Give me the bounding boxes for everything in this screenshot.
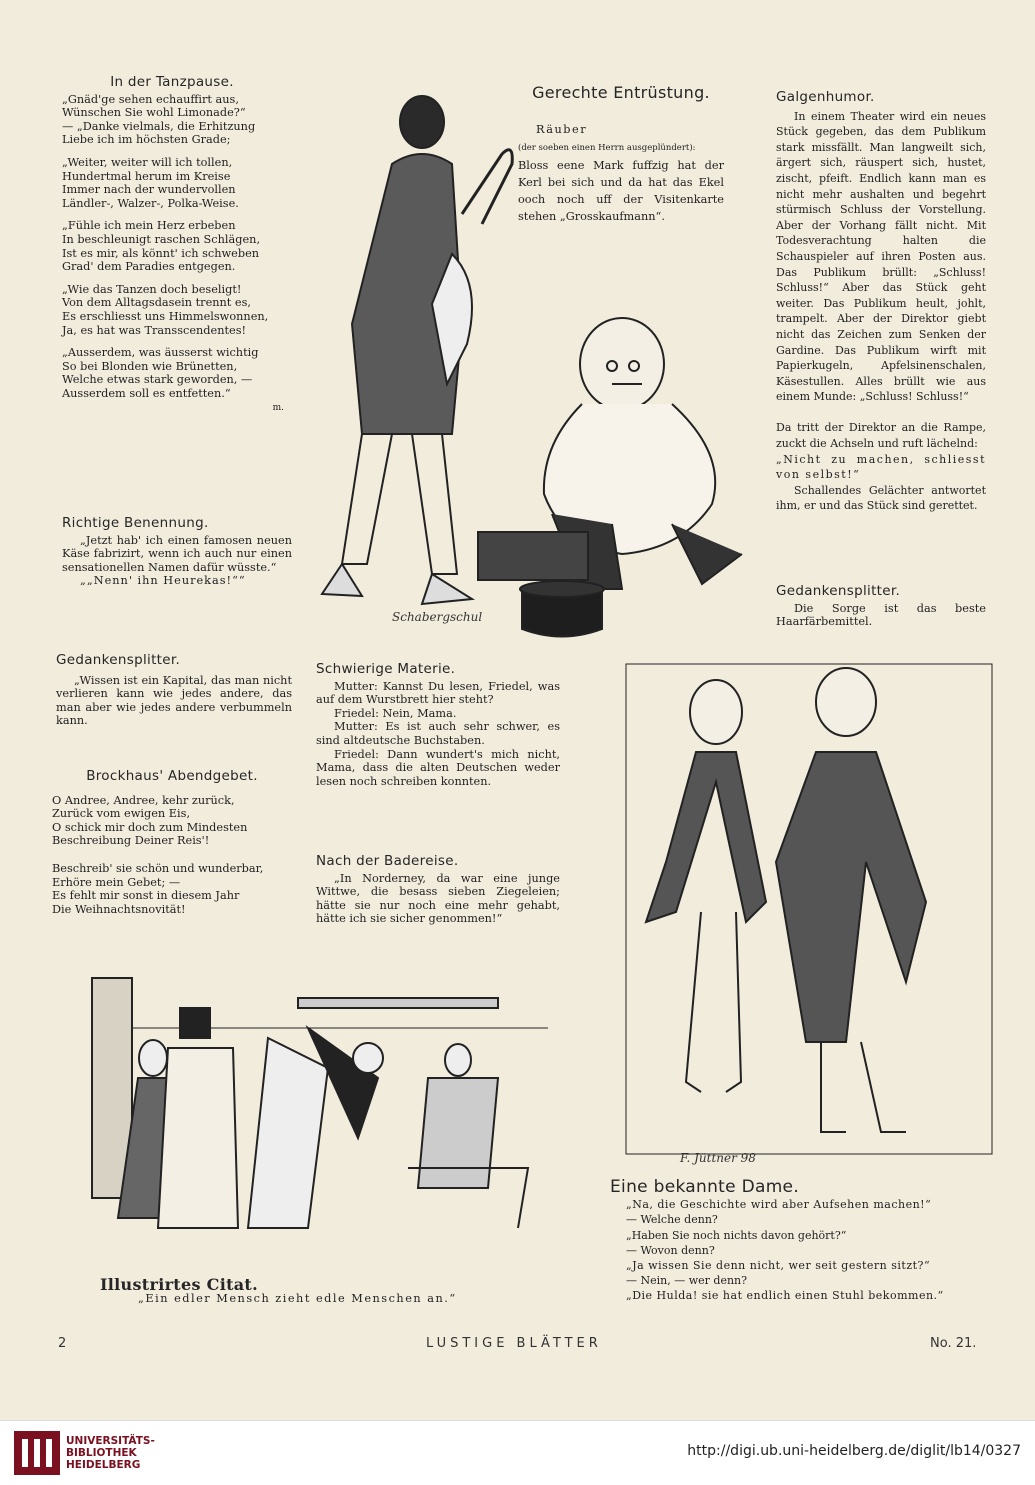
dialog-dame [610,1177,990,1304]
line-friedel-2: Friedel: Dann wundert's mich nicht, Mama, dass die alten Deutschen weder lesen noch schreiben konnten. [316,747,560,788]
line: — Wovon denn? [626,1243,715,1257]
text-entruestung: Bloss eene Mark fuffzig hat der Kerl bei sich und da hat das Ekel ooch noch uff der Visitenkarte stehen „Grosskaufmann“. [518,158,724,223]
caption-citat [100,1275,520,1305]
text-splitter-left: „Wissen ist ein Kapital, das man nicht verlieren kann wie jedes andere, das man aber wie jedes andere verbummeln kann. [56,673,292,728]
line: „Ja wissen Sie denn nicht, wer seit gestern sitzt?“ [626,1259,931,1273]
line: — Welche denn? [626,1213,718,1227]
poem-tanzpause [62,76,292,416]
illustration-cafe-scene [88,968,554,1278]
stanza: „Wie das Tanzen doch beseligt! Von dem Alltagsdasein trennt es, Es erschliesst uns Himmelswonnen, Ja, es hat was Transscendentes! [62,282,269,337]
text-citat: „Ein edler Mensch zieht edle Menschen an.“ [138,1291,457,1305]
title-galgenhumor: Galgenhumor. [776,89,875,105]
title-materie: Schwierige Materie. [316,661,456,677]
stage-note: (der soeben einen Herrn ausgeplündert): [518,142,696,153]
title-badereise: Nach der Badereise. [316,853,459,869]
text-badereise: „In Norderney, da war eine junge Wittwe, die besass sieben Ziegeleien; hätte sie nur noch eine mehr gehabt, hätte ich sie sicher genommen!“ [316,871,560,926]
signature-illustrator-top: Schabergschul [392,610,483,624]
stanza: Beschreib' sie schön und wunderbar, Erhöre mein Gebet; — Es fehlt mir sonst in diesem Jahr Die Weihnachtsnovität! [52,861,264,916]
signature-illustrator-right: F. Jüttner 98 [680,1151,756,1165]
title-entruestung: Gerechte Entrüstung. [532,83,710,102]
illustration-robber [282,84,758,644]
line-mutter-2: Mutter: Es ist auch sehr schwer, es sind altdeutsche Buchstaben. [316,720,560,747]
magazine-name: LUSTIGE BLÄTTER [426,1336,602,1351]
title-dame: Eine bekannte Dame. [610,1177,800,1197]
line: — Nein, — wer denn? [626,1274,748,1288]
library-bar [0,1420,1035,1485]
aphorism-left [56,654,292,728]
source-url-link[interactable]: http://digi.ub.uni-heidelberg.de/diglit/lb14/0327 [687,1443,1021,1459]
title-brockhaus: Brockhaus' Abendgebet. [86,768,258,784]
text-galgenhumor-3: Schallendes Gelächter antwortet ihm, er und das Stück sind gerettet. [776,483,986,513]
story-galgenhumor [776,90,986,514]
line: „Haben Sie noch nichts davon gehört?“ [626,1228,847,1242]
title-citat: Illustrirtes Citat. [100,1275,258,1294]
line-friedel-1: Friedel: Nein, Mama. [334,706,457,720]
poem-brockhaus [52,770,292,916]
library-logo-icon [14,1431,60,1475]
text-galgenhumor-1: In einem Theater wird ein neues Stück gegeben, das dem Publikum stark missfällt. Man langweilt sich, ärgert sich, räuspert sich, hustet, zischt, pfeift. Endlich kann man es nicht mehr aushalten und begehrt stürmisch Schluss der Vorstellung. Aber der Vorhang fällt nicht. Mit Todesverachtung halten die Schauspieler auf ihren Posten aus. Das Publikum brüllt: „Schluss! Schluss!“ Aber das Stück geht weiter. Das Publikum heult, johlt, trampelt. Aber der Direktor giebt nicht das Zeichen zum Senken der Gardine. Das Publikum wirft mit Papierkugeln, Apfelsinenschalen, Käsestullen. Alles brüllt wie aus einem Munde: „Schluss! Schluss!“ [776,109,986,404]
stanza: O Andree, Andree, kehr zurück, Zurück vom ewigen Eis, O schick mir doch zum Mindesten Beschreibung Deiner Reis'! [52,793,248,848]
line: „Na, die Geschichte wird aber Aufsehen machen!“ [626,1198,932,1212]
joke-benennung [62,517,292,588]
text-galgenhumor-2: Da tritt der Direktor an die Rampe, zuckt die Achseln und ruft lächelnd: [776,421,986,451]
author-sign: m. [272,403,284,414]
title-splitter-left: Gedankensplitter. [56,652,181,668]
text-splitter-right: Die Sorge ist das beste Haarfärbemittel. [776,601,986,629]
speaker: Räuber [536,122,588,136]
stanza: „Fühle ich mein Herz erbeben In beschleunigt raschen Schlägen, Ist es mir, als könnt' ich schweben Grad' dem Paradies entgegen. [62,219,261,274]
reply-benennung: „„Nenn' ihn Heurekas!““ [80,574,246,588]
text-benennung: „Jetzt hab' ich einen famosen neuen Käse fabrizirt, wenn ich auch nur einen sensationellen Namen dafür wüsste.“ [62,533,292,574]
punchline: „Nicht zu machen, schliesst von selbst!“ [776,452,986,482]
page-footer [0,1336,1035,1360]
stanza: „Ausserdem, was äusserst wichtig So bei Blonden wie Brünetten, Welche etwas stark geworden, — Ausserdem soll es entfetten.“ [62,346,259,400]
title-benennung: Richtige Benennung. [62,515,209,531]
line: „Die Hulda! sie hat endlich einen Stuhl bekommen.“ [626,1289,944,1303]
issue-number: No. 21. [930,1336,977,1351]
title-splitter-right: Gedankensplitter. [776,583,901,599]
title-tanzpause: In der Tanzpause. [110,74,234,90]
stanza: „Weiter, weiter will ich tollen, Hundertmal herum im Kreise Immer nach der wundervollen Ländler-, Walzer-, Polka-Weise. [62,155,239,210]
illustration-two-gentlemen [606,662,994,1174]
stanza: „Gnäd'ge sehen echauffirt aus, Wünschen Sie wohl Limonade?“ — „Danke vielmals, die Erhitzung Liebe ich im höchsten Grade; [62,92,256,147]
joke-badereise [316,855,560,926]
library-name: UNIVERSITÄTS- BIBLIOTHEK HEIDELBERG [66,1435,155,1471]
line-mutter-1: Mutter: Kannst Du lesen, Friedel, was auf dem Wurstbrett hier steht? [316,679,560,707]
page-number: 2 [58,1336,67,1351]
dialog-materie [316,663,560,788]
aphorism-right [776,585,986,629]
